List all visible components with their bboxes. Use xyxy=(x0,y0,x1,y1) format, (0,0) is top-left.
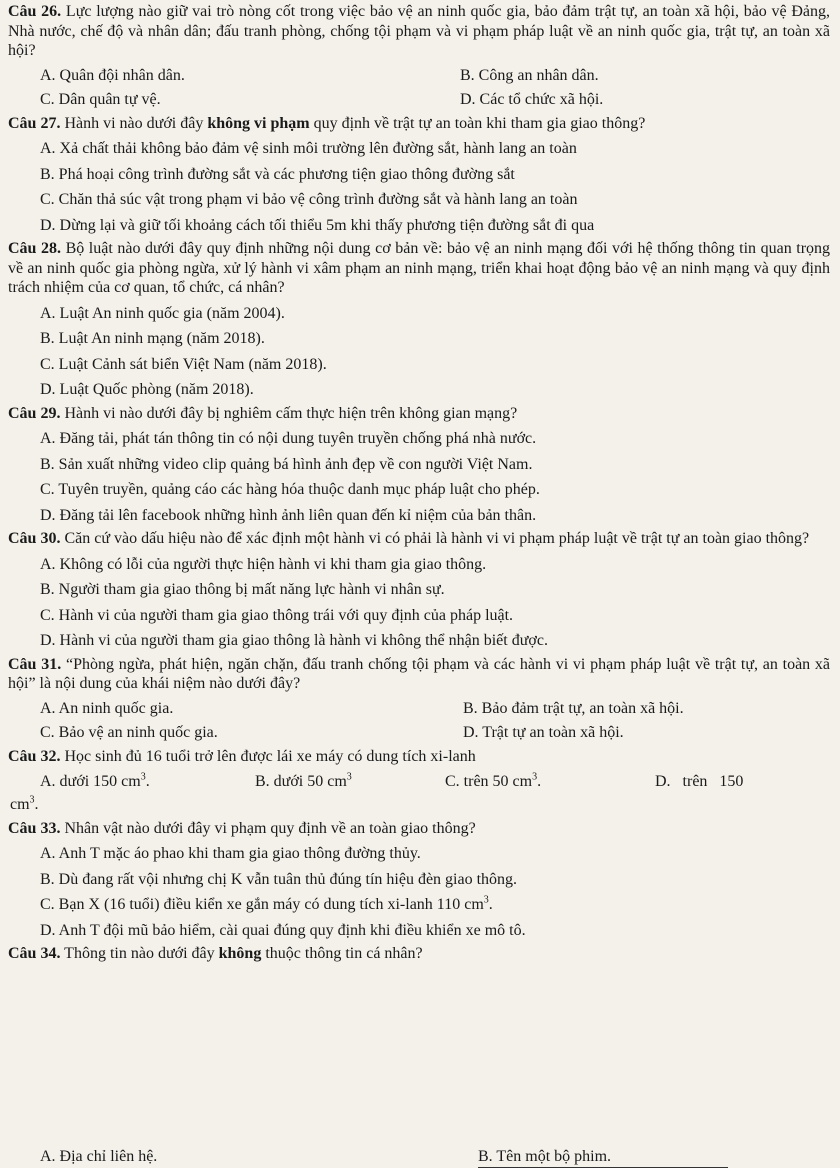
unit: cm xyxy=(327,772,347,790)
option-c[interactable]: C. trên 50 $cm^3$. xyxy=(445,771,542,790)
unit-exponent: 3 xyxy=(29,794,35,806)
option-c[interactable]: C. Bảo vệ an ninh quốc gia. xyxy=(40,724,218,742)
unit-exponent: 3 xyxy=(346,771,352,783)
option-b-text: B. dưới 50 xyxy=(255,772,324,790)
question-number: Câu 28. xyxy=(8,240,62,258)
option-d[interactable]: D. trên 150 xyxy=(655,772,744,790)
question-28 xyxy=(8,239,830,400)
question-text: Căn cứ vào dấu hiệu nào để xác định một hành vi có phải là hành vi vi phạm pháp luật về trật tự an toàn giao thông? xyxy=(64,530,810,548)
unit: cm xyxy=(464,896,484,914)
option-b[interactable]: B. Sản xuất những video clip quảng bá hình ảnh đẹp về con người Việt Nam. xyxy=(40,455,533,473)
question-34 xyxy=(8,944,830,964)
question-text: Bộ luật nào dưới đây quy định những nội dung cơ bản về: bảo vệ an ninh mạng đối với hệ thống thông tin quan trọng về an ninh quốc gia phòng ngừa, xử lý hành vi xâm phạm an ninh mạng, triển khai hoạt động bảo vệ an ninh mạng và quy định trách nhiệm của cơ quan, tổ chức, cá nhân? xyxy=(8,240,831,297)
question-text: Hành vi nào dưới đây bị nghiêm cấm thực hiện trên không gian mạng? xyxy=(64,404,518,422)
question-33 xyxy=(8,819,830,941)
option-b[interactable]: B. Dù đang rất vội nhưng chị K vẫn tuân thủ đúng tín hiệu đèn giao thông. xyxy=(40,870,518,888)
option-d[interactable]: D. Anh T đội mũ bảo hiểm, cài quai đúng quy định khi điều khiển xe mô tô. xyxy=(40,921,526,939)
option-d[interactable]: D. Trật tự an toàn xã hội. xyxy=(463,724,624,742)
unit-exponent: 3 xyxy=(483,894,489,906)
unit: cm xyxy=(121,772,141,790)
option-a[interactable]: A. An ninh quốc gia. xyxy=(40,699,174,717)
question-text: Nhân vật nào dưới đây vi phạm quy định về an toàn giao thông? xyxy=(64,819,476,837)
question-31 xyxy=(8,655,830,743)
option-d-continuation: $cm^3$. xyxy=(10,794,39,814)
question-26 xyxy=(8,2,830,110)
option-b[interactable]: B. Người tham gia giao thông bị mất năng lực hành vi nhân sự. xyxy=(40,581,445,599)
option-d[interactable]: D. Luật Quốc phòng (năm 2018). xyxy=(40,381,254,399)
unit: cm xyxy=(512,772,533,790)
option-a[interactable]: A. dưới 150 $cm^3$. xyxy=(40,771,150,790)
question-number: Câu 32. xyxy=(8,747,61,765)
option-c[interactable]: C. Luật Cảnh sát biển Việt Nam (năm 2018). xyxy=(40,355,327,373)
option-c[interactable]: C. Tuyên truyền, quảng cáo các hàng hóa thuộc danh mục pháp luật cho phép. xyxy=(40,481,540,499)
option-c[interactable]: C. Chăn thả súc vật trong phạm vi bảo vệ công trình đường sắt và hành lang an toàn xyxy=(40,191,578,209)
unit: cm xyxy=(10,796,30,814)
question-number: Câu 30. xyxy=(8,530,61,548)
option-d[interactable]: D. Hành vi của người tham gia giao thông là hành vi không thể nhận biết được. xyxy=(40,632,548,650)
option-c[interactable]: C. Bạn X (16 tuổi) điều kiển xe gắn máy có dung tích xi-lanh 110 $cm^3$. xyxy=(40,894,493,914)
option-b[interactable]: B. Công an nhân dân. xyxy=(460,66,599,84)
option-d[interactable]: D. Đăng tải lên facebook những hình ảnh liên quan đến kỉ niệm của bản thân. xyxy=(40,506,537,524)
option-c-text: C. trên 50 xyxy=(445,772,509,790)
question-text-post: quy định về trật tự an toàn khi tham gia giao thông? xyxy=(313,114,646,132)
question-text: Học sinh đủ 16 tuổi trở lên được lái xe máy có dung tích xi-lanh xyxy=(64,747,476,765)
unit-exponent: 3 xyxy=(532,771,538,783)
option-b[interactable]: B. Bảo đảm trật tự, an toàn xã hội. xyxy=(463,699,684,717)
option-d[interactable]: D. Các tổ chức xã hội. xyxy=(460,91,604,109)
question-29 xyxy=(8,404,830,526)
option-b[interactable]: B. Phá hoại công trình đường sắt và các phương tiện giao thông đường sắt xyxy=(40,165,515,183)
option-a[interactable]: A. Đăng tải, phát tán thông tin có nội dung tuyên truyền chống phá nhà nước. xyxy=(40,430,537,448)
question-34-options xyxy=(8,1147,768,1168)
option-c-text: C. Bạn X (16 tuổi) điều kiển xe gắn máy có dung tích xi-lanh 110 xyxy=(40,896,461,914)
question-text-emphasis: không vi phạm xyxy=(207,114,310,132)
option-b[interactable]: B. Luật An ninh mạng (năm 2018). xyxy=(40,330,265,348)
option-b[interactable] xyxy=(255,772,445,792)
option-a[interactable]: A. Anh T mặc áo phao khi tham gia giao thông đường thủy. xyxy=(40,845,421,863)
question-number: Câu 31. xyxy=(8,655,62,673)
question-number: Câu 26. xyxy=(8,3,62,20)
option-c[interactable]: C. Hành vi của người tham gia giao thông trái với quy định của pháp luật. xyxy=(40,606,514,624)
question-number: Câu 34. xyxy=(8,945,61,963)
question-text: “Phòng ngừa, phát hiện, ngăn chặn, đấu tranh chống tội phạm và các hành vi vi phạm pháp luật về trật tự, an toàn xã hội” là nội dung của khái niệm nào dưới đây? xyxy=(8,655,831,693)
unit-exponent: 3 xyxy=(140,771,146,783)
question-number: Câu 27. xyxy=(8,114,61,132)
option-a[interactable]: A. Không có lỗi của người thực hiện hành vi khi tham gia giao thông. xyxy=(40,555,487,573)
question-text-post: thuộc thông tin cá nhân? xyxy=(265,945,423,963)
option-a-text: A. dưới 150 xyxy=(40,772,118,790)
option-c[interactable]: C. Dân quân tự vệ. xyxy=(40,91,161,109)
option-a[interactable]: A. Luật An ninh quốc gia (năm 2004). xyxy=(40,304,285,322)
question-text-pre: Thông tin nào dưới đây xyxy=(64,945,215,963)
option-b[interactable]: B. Tên một bộ phim. xyxy=(478,1147,728,1168)
option-d[interactable]: D. Dừng lại và giữ tối khoảng cách tối thiểu 5m khi thấy phương tiện đường sắt đi qua xyxy=(40,216,595,234)
question-number: Câu 33. xyxy=(8,819,61,837)
question-32 xyxy=(8,747,830,815)
question-text-emphasis: không xyxy=(218,945,262,963)
option-a[interactable]: A. Quân đội nhân dân. xyxy=(40,66,185,84)
question-30 xyxy=(8,529,830,651)
question-27 xyxy=(8,114,830,236)
question-text-pre: Hành vi nào dưới đây xyxy=(64,114,204,132)
option-a[interactable]: A. Địa chỉ liên hệ. xyxy=(40,1148,158,1166)
option-a[interactable]: A. Xả chất thải không bảo đảm vệ sinh môi trường lên đường sắt, hành lang an toàn xyxy=(40,140,577,158)
question-number: Câu 29. xyxy=(8,404,61,422)
question-text: Lực lượng nào giữ vai trò nòng cốt trong việc bảo vệ an ninh quốc gia, bảo đảm trật tự, an toàn xã hội, bảo vệ Đảng, Nhà nước, chế độ và nhân dân; đấu tranh phòng, chống tội phạm và vi phạm pháp luật về an ninh quốc gia, trật tự, an toàn xã hội? xyxy=(8,3,831,60)
